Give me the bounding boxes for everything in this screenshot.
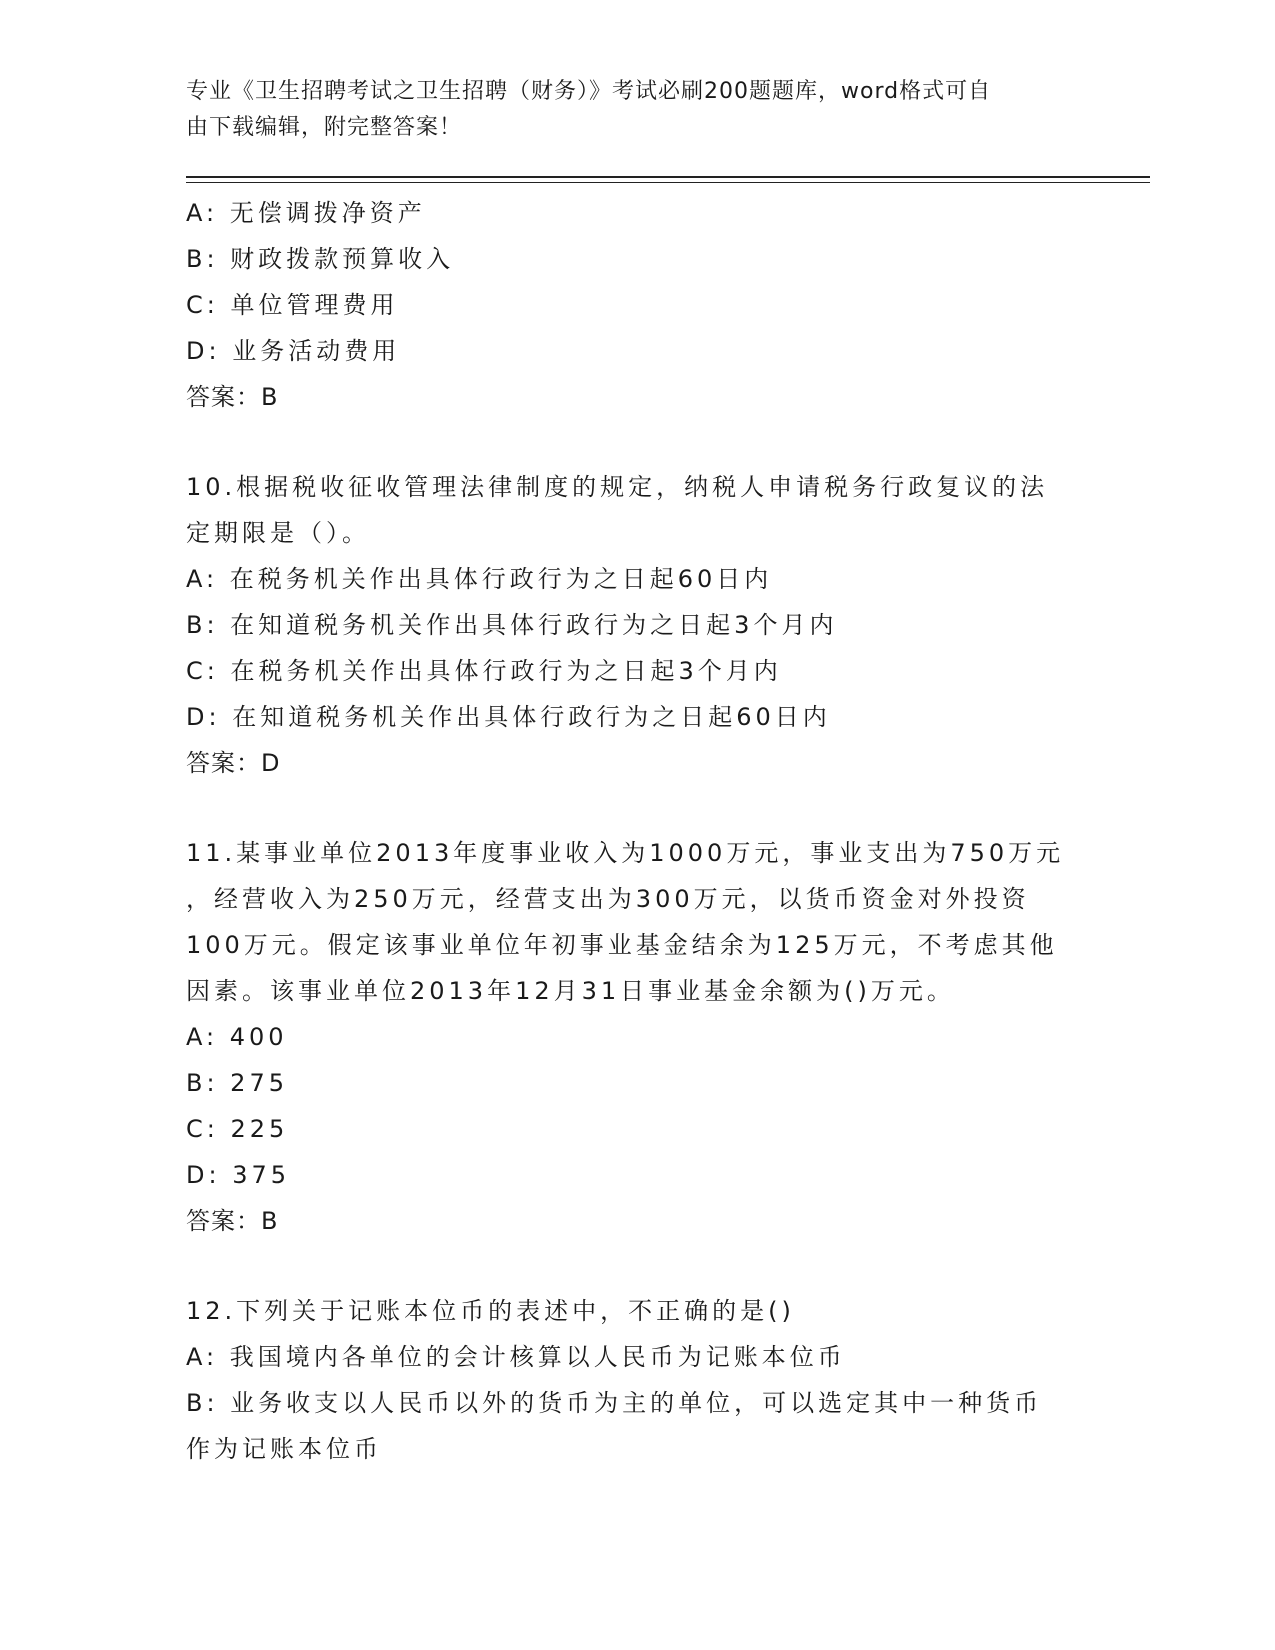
option-b: B: 在知道税务机关作出具体行政行为之日起3个月内 — [186, 611, 838, 639]
question-stem-line: 12.下列关于记账本位币的表述中，不正确的是() — [186, 1297, 795, 1325]
option-c: C: 225 — [186, 1115, 289, 1143]
header-divider-thick — [186, 176, 1150, 178]
option-b-continued: 作为记账本位币 — [186, 1435, 382, 1463]
option-b: B: 275 — [186, 1069, 288, 1097]
header-line-2: 由下载编辑，附完整答案！ — [186, 115, 463, 140]
question-stem-line: 定期限是（）。 — [186, 519, 370, 547]
option-c: C: 单位管理费用 — [186, 291, 399, 319]
question-stem-line: 因素。该事业单位2013年12月31日事业基金余额为()万元。 — [186, 977, 955, 1005]
question-9 — [186, 190, 1086, 420]
spacer — [186, 1244, 1086, 1288]
question-stem-line: 11.某事业单位2013年度事业收入为1000万元，事业支出为750万元 — [186, 839, 1065, 867]
header-line-1: 专业《卫生招聘考试之卫生招聘（财务）》考试必刷200题题库，word格式可自 — [186, 79, 992, 104]
option-c: C: 在税务机关作出具体行政行为之日起3个月内 — [186, 657, 782, 685]
answer: 答案：D — [186, 749, 281, 777]
option-b: B: 财政拨款预算收入 — [186, 245, 455, 273]
question-10 — [186, 464, 1086, 786]
spacer — [186, 786, 1086, 830]
question-stem-line: 10.根据税收征收管理法律制度的规定，纳税人申请税务行政复议的法 — [186, 473, 1049, 501]
question-stem-line: ，经营收入为250万元，经营支出为300万元，以货币资金对外投资 — [186, 885, 1030, 913]
option-b: B: 业务收支以人民币以外的货币为主的单位，可以选定其中一种货币 — [186, 1389, 1043, 1417]
header-divider-thin — [186, 182, 1150, 183]
answer: 答案：B — [186, 383, 279, 411]
option-a: A: 无偿调拨净资产 — [186, 199, 426, 227]
option-d: D: 375 — [186, 1161, 291, 1189]
question-content — [186, 190, 1086, 1472]
option-a: A: 400 — [186, 1023, 288, 1051]
question-12 — [186, 1288, 1086, 1472]
spacer — [186, 420, 1086, 464]
document-header — [186, 74, 1066, 146]
answer: 答案：B — [186, 1207, 279, 1235]
question-stem-line: 100万元。假定该事业单位年初事业基金结余为125万元，不考虑其他 — [186, 931, 1058, 959]
question-11 — [186, 830, 1086, 1244]
option-a: A: 我国境内各单位的会计核算以人民币为记账本位币 — [186, 1343, 846, 1371]
option-d: D: 在知道税务机关作出具体行政行为之日起60日内 — [186, 703, 831, 731]
option-d: D: 业务活动费用 — [186, 337, 401, 365]
option-a: A: 在税务机关作出具体行政行为之日起60日内 — [186, 565, 773, 593]
